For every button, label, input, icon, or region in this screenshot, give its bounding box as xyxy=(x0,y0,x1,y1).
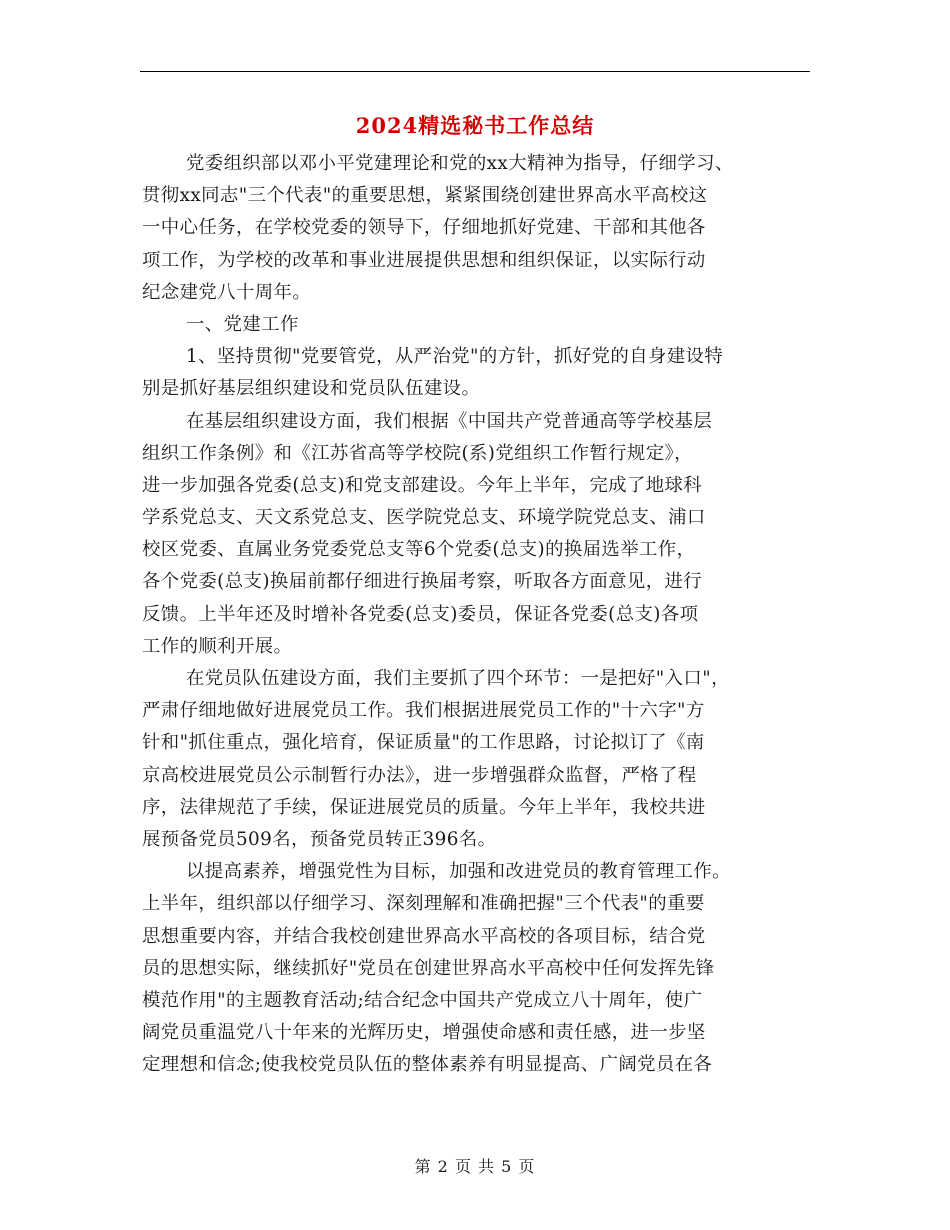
paragraph-line: 序，法律规范了手续，保证进展党员的质量。今年上半年，我校共进 xyxy=(142,796,706,818)
paragraph-line: 思想重要内容，并结合我校创建世界高水平高校的各项目标，结合党 xyxy=(142,925,706,947)
paragraph-line: 以提高素养，增强党性为目标，加强和改进党员的教育管理工作。 xyxy=(186,861,731,883)
document-body xyxy=(142,148,812,1081)
paragraph-line: 上半年，组织部以仔细学习、深刻理解和准确把握"三个代表"的重要 xyxy=(142,893,705,915)
paragraph-line: 各个党委(总支)换届前都仔细进行换届考察，听取各方面意见，进行 xyxy=(142,571,703,593)
paragraph-line: 员的思想实际，继续抓好"党员在创建世界高水平高校中任何发挥先锋 xyxy=(142,957,715,979)
paragraph-line: 阔党员重温党八十年来的光辉历史，增强使命感和责任感，进一步坚 xyxy=(142,1022,706,1044)
paragraph-line: 反馈。上半年还及时增补各党委(总支)委员，保证各党委(总支)各项 xyxy=(142,603,699,625)
paragraph-line: 展预备党员509名，预备党员转正396名。 xyxy=(142,828,497,850)
paragraph-line: 工作的顺利开展。 xyxy=(142,635,293,657)
header-rule xyxy=(140,71,810,72)
paragraph-line: 党委组织部以邓小平党建理论和党的xx大精神为指导，仔细学习、 xyxy=(186,153,734,174)
paragraph-line: 贯彻xx同志"三个代表"的重要思想，紧紧围绕创建世界高水平高校这 xyxy=(142,185,708,207)
paragraph-line: 1、坚持贯彻"党要管党，从严治党"的方针，抓好党的自身建设特 xyxy=(186,346,724,368)
paragraph-line: 别是抓好基层组织建设和党员队伍建设。 xyxy=(142,378,481,400)
paragraph-line: 模范作用"的主题教育活动;结合纪念中国共产党成立八十周年，使广 xyxy=(142,989,703,1011)
paragraph-line: 一中心任务，在学校党委的领导下，仔细地抓好党建、干部和其他各 xyxy=(142,217,706,239)
paragraph-line: 项工作，为学校的改革和事业进展提供思想和组织保证，以实际行动 xyxy=(142,249,706,271)
paragraph-line: 进一步加强各党委(总支)和党支部建设。今年上半年，完成了地球科 xyxy=(142,474,703,496)
page-footer: 第 2 页 共 5 页 xyxy=(414,1157,536,1176)
paragraph-line: 定理想和信念;使我校党员队伍的整体素养有明显提高、广阔党员在各 xyxy=(142,1054,713,1076)
paragraph-line: 纪念建党八十周年。 xyxy=(142,281,312,303)
paragraph-line: 针和"抓住重点，强化培育，保证质量"的工作思路，讨论拟订了《南 xyxy=(142,732,705,754)
paragraph-line: 组织工作条例》和《江苏省高等学校院(系)党组织工作暂行规定》， xyxy=(142,442,693,464)
paragraph-line: 学系党总支、天文系党总支、医学院党总支、环境学院党总支、浦口 xyxy=(142,507,706,529)
paragraph-line: 在基层组织建设方面，我们根据《中国共产党普通高等学校基层 xyxy=(186,410,713,432)
section-heading: 一、党建工作 xyxy=(186,313,299,335)
paragraph-line: 京高校进展党员公示制暂行办法》，进一步增强群众监督，严格了程 xyxy=(142,764,697,786)
paragraph-line: 在党员队伍建设方面，我们主要抓了四个环节：一是把好"入口"， xyxy=(186,668,730,689)
paragraph-line: 严肃仔细地做好进展党员工作。我们根据进展党员工作的"十六字"方 xyxy=(142,700,705,722)
paragraph-line: 校区党委、直属业务党委党总支等6个党委(总支)的换届选举工作， xyxy=(142,539,696,561)
document-title: 2024精选秘书工作总结 xyxy=(355,113,595,138)
